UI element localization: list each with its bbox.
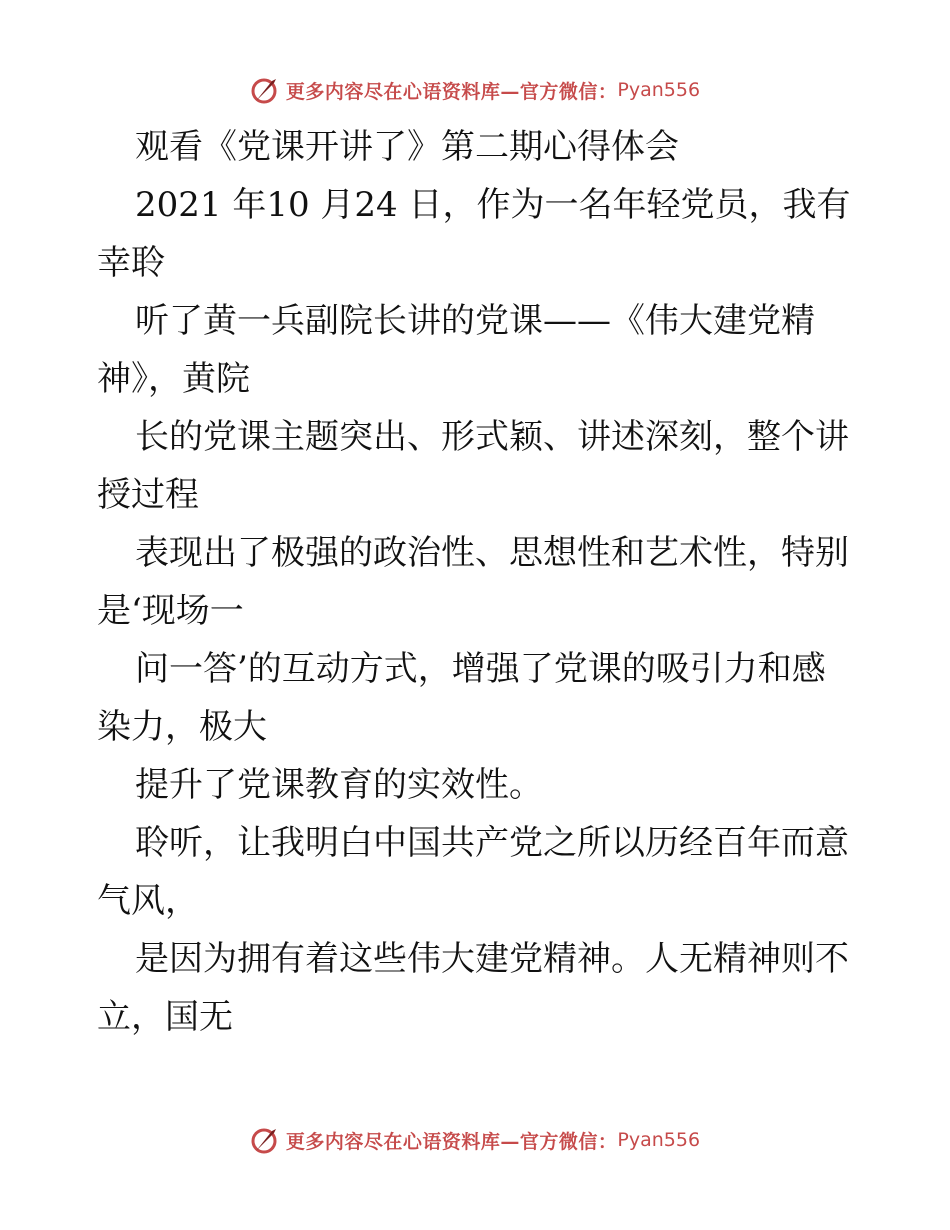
paragraph-line: 气风， [97, 881, 199, 921]
paragraph-line: 听了黄一兵副院长讲的党课——《伟大建党精 [135, 301, 815, 341]
document-body [97, 118, 857, 1046]
watermark-text: 更多内容尽在心语资料库—官方微信： [285, 80, 618, 103]
paragraph-line: 染力，极大 [97, 707, 267, 747]
paragraph-line: 2021 年10 月24 日，作为一名年轻党员，我有 [135, 185, 851, 225]
paragraph-line: 立，国无 [97, 997, 233, 1037]
paragraph-line: 是‘现场一 [97, 591, 244, 631]
paragraph-line: 聆听，让我明白中国共产党之所以历经百年而意 [135, 823, 849, 863]
paragraph-line: 表现出了极强的政治性、思想性和艺术性，特别 [135, 533, 849, 573]
header-watermark-banner [0, 70, 950, 110]
paragraph-line: 幸聆 [97, 243, 165, 283]
watermark-wechat-id: Pyan556 [617, 1129, 701, 1151]
watermark-wechat-id: Pyan556 [617, 79, 701, 101]
watermark-text: 更多内容尽在心语资料库—官方微信： [285, 1130, 618, 1153]
paragraph-line: 问一答’的互动方式，增强了党课的吸引力和感 [135, 649, 826, 689]
paragraph-line: 提升了党课教育的实效性。 [135, 765, 543, 805]
paragraph-line: 长的党课主题突出、形式颖、讲述深刻，整个讲 [135, 417, 849, 457]
paragraph-line: 授过程 [97, 475, 199, 515]
quill-logo-icon [250, 75, 280, 105]
paragraph-line: 神》，黄院 [97, 359, 250, 399]
paragraph-line: 是因为拥有着这些伟大建党精神。人无精神则不 [135, 939, 849, 979]
footer-watermark-banner [0, 1120, 950, 1160]
document-title: 观看《党课开讲了》第二期心得体会 [135, 127, 679, 167]
quill-logo-icon [250, 1125, 280, 1155]
